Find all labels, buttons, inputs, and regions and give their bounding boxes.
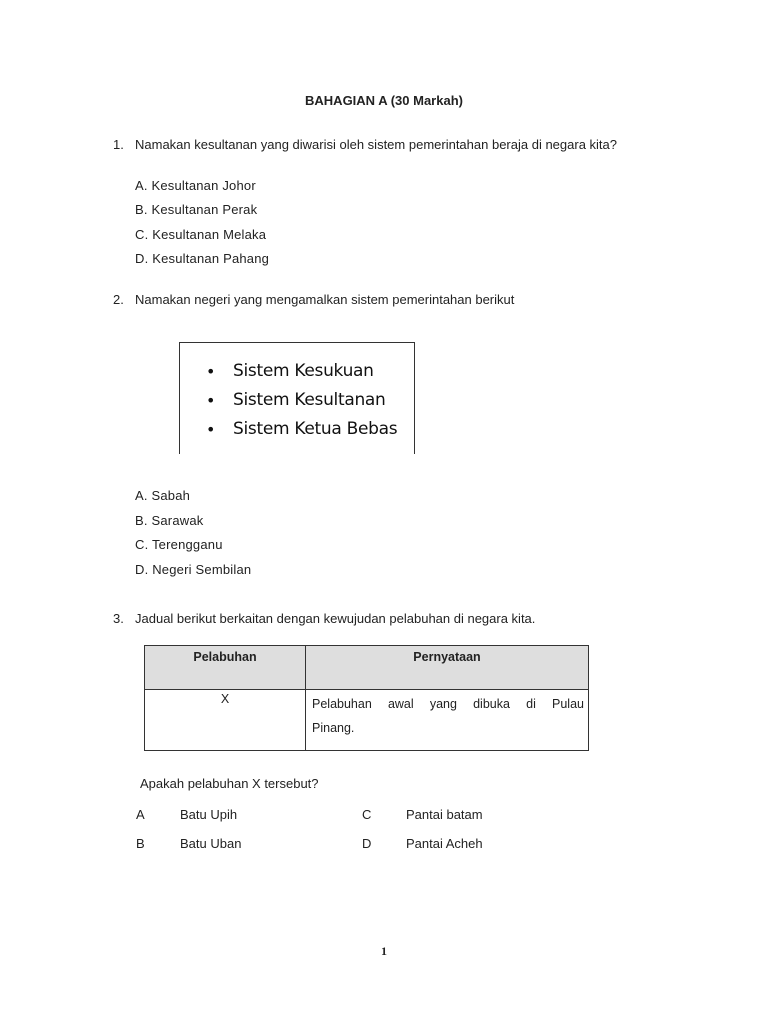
answer-c-text: Pantai batam — [406, 807, 483, 822]
option-b: B. Kesultanan Perak — [135, 202, 258, 217]
question-text: Namakan negeri yang mengamalkan sistem pemerintahan berikut — [135, 292, 515, 307]
question-number: 3. — [113, 611, 124, 626]
system-list-box — [179, 342, 415, 454]
question-text: Namakan kesultanan yang diwarisi oleh sistem pemerintahan beraja di negara kita? — [135, 137, 617, 152]
port-value: X — [220, 692, 230, 706]
option-a: A. Sabah — [135, 488, 191, 503]
question-number: 2. — [113, 292, 124, 307]
bullet-icon: • — [206, 391, 216, 410]
system-list-item — [180, 386, 397, 415]
table-header-pelabuhan: Pelabuhan — [145, 646, 306, 690]
option-a: A. Kesultanan Johor — [135, 178, 256, 193]
page-number: 1 — [381, 944, 387, 958]
system-list-item — [180, 357, 397, 386]
answer-d-letter: D — [362, 836, 372, 851]
table-header-pernyataan: Pernyataan — [306, 646, 589, 690]
option-d: D. Kesultanan Pahang — [135, 251, 270, 266]
system-list-item-label: Sistem Kesultanan — [233, 390, 386, 410]
table-row — [145, 690, 589, 751]
option-d: D. Negeri Sembilan — [135, 562, 252, 577]
question-number: 1. — [113, 137, 124, 152]
answer-b-text: Batu Uban — [180, 836, 242, 851]
answer-b-letter: B — [136, 836, 145, 851]
table-cell-port — [145, 690, 306, 751]
answer-c-letter: C — [362, 807, 372, 822]
answer-a-text: Batu Upih — [180, 807, 238, 822]
option-c: C. Kesultanan Melaka — [135, 227, 267, 242]
system-list-item-label: Sistem Kesukuan — [233, 361, 374, 381]
answer-a-letter: A — [136, 807, 145, 822]
statement-line-2: Pinang. — [312, 721, 355, 735]
statement-line-1: Pelabuhan awal yang dibuka di Pulau — [312, 697, 584, 711]
answer-d-text: Pantai Acheh — [406, 836, 483, 851]
system-list-item-label: Sistem Ketua Bebas — [233, 419, 398, 439]
question-text: Jadual berikut berkaitan dengan kewujudan pelabuhan di negara kita. — [135, 611, 536, 626]
bullet-icon: • — [206, 420, 216, 439]
section-title: BAHAGIAN A (30 Markah) — [305, 93, 463, 108]
question-3-prompt: Apakah pelabuhan X tersebut? — [140, 776, 319, 791]
option-b: B. Sarawak — [135, 513, 204, 528]
port-table — [144, 645, 589, 751]
system-list-item — [180, 415, 397, 444]
system-list — [180, 357, 397, 444]
option-c: C. Terengganu — [135, 537, 223, 552]
bullet-icon: • — [206, 362, 216, 381]
table-cell-statement — [306, 690, 589, 751]
table-header-row — [145, 646, 589, 690]
